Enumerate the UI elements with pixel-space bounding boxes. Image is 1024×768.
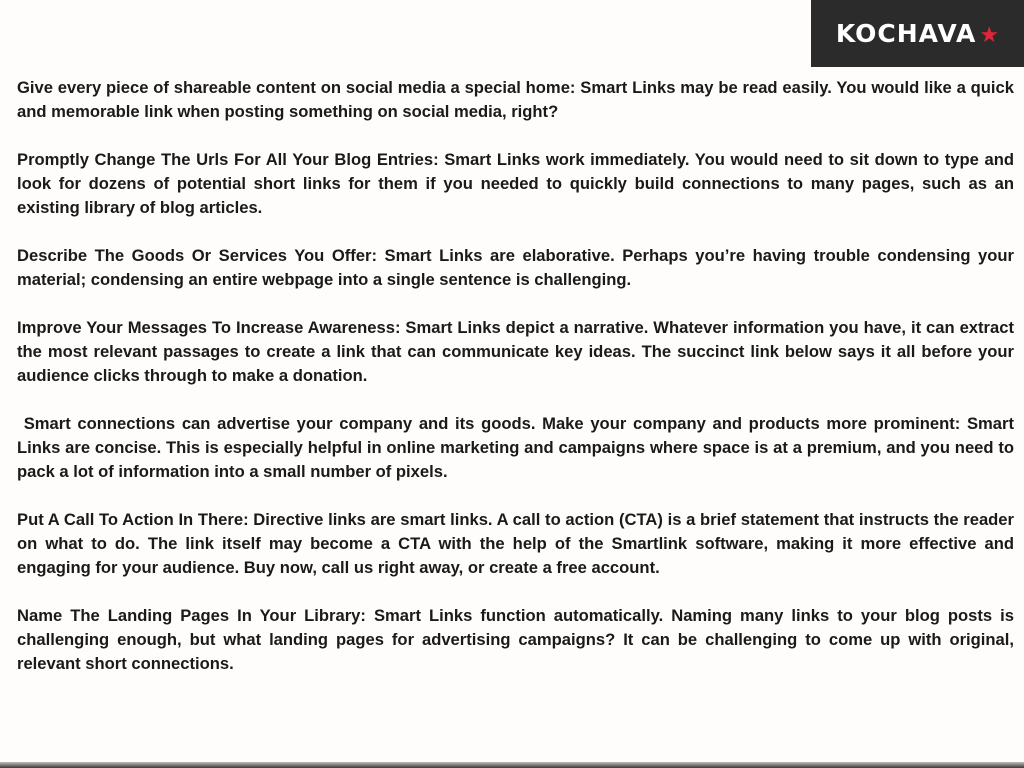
paragraph-landing-pages: Name The Landing Pages In Your Library: Smart Links function automatically. Naming many links to your blog posts is challenging enough, but what landing pages for advertising campaigns? It can be challenging to come up with original, relevant short connections. <box>17 606 1019 673</box>
text-body <box>17 76 1019 700</box>
paragraph-messages-awareness: Improve Your Messages To Increase Awareness: Smart Links depict a narrative. Whatever information you have, it can extract the most relevant passages to create a link that can communicate key ideas. The succinct link below says it all before your audience clicks through to make a donation. <box>17 318 1019 385</box>
paragraph-blog-entries: Promptly Change The Urls For All Your Blog Entries: Smart Links work immediately. You would need to sit down to type and look for dozens of potential short links for them if you needed to quickly build connections to many pages, such as an existing library of blog articles. <box>17 150 1019 217</box>
star-icon: ★ <box>979 21 1000 47</box>
bottom-divider <box>0 762 1024 768</box>
paragraph-advertise-company: Smart connections can advertise your company and its goods. Make your company and products more prominent: Smart Links are concise. This is especially helpful in online marketing and campaigns where space is at a premium, and you need to pack a lot of information into a small number of pixels. <box>17 414 1019 481</box>
paragraph-social-media: Give every piece of shareable content on social media a special home: Smart Links may be read easily. You would like a quick and memorable link when posting something on social media, right? <box>17 78 1019 121</box>
logo-text: KOCHAVA <box>835 19 977 48</box>
kochava-logo <box>811 0 1024 67</box>
paragraph-call-to-action: Put A Call To Action In There: Directive links are smart links. A call to action (CTA) is a brief statement that instructs the reader on what to do. The link itself may become a CTA with the help of the Smartlink software, making it more effective and engaging for your audience. Buy now, call us right away, or create a free account. <box>17 510 1019 577</box>
paragraph-goods-services: Describe The Goods Or Services You Offer: Smart Links are elaborative. Perhaps you’re having trouble condensing your material; condensing an entire webpage into a single sentence is challenging. <box>17 246 1019 289</box>
